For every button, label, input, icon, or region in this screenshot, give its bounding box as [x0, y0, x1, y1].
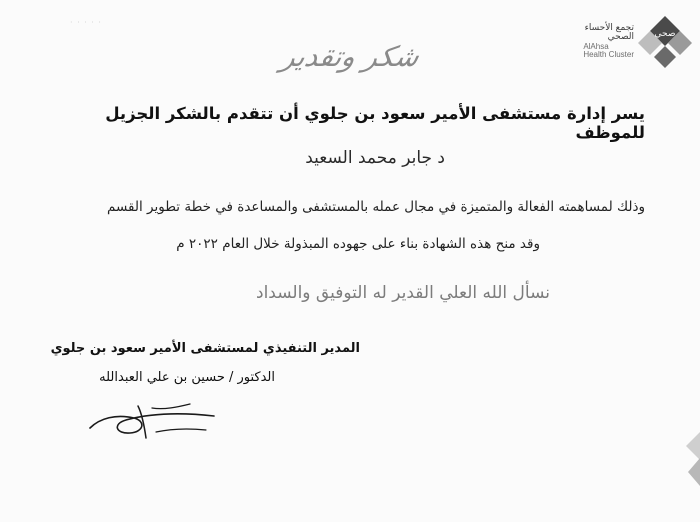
signatory-title: المدير التنفيذي لمستشفى الأمير سعود بن جلوي	[50, 341, 360, 356]
logo-arabic-line1: تجمع الأحساء	[584, 23, 634, 33]
logo-arabic-line2: الصحي	[607, 32, 634, 43]
recipient-name: د جابر محمد السعيد	[305, 148, 445, 168]
corner-logo-fragment	[678, 428, 700, 488]
intro-text: يسر إدارة مستشفى الأمير سعود بن جلوي أن تتقدم بالشكر الجزيل للموظف	[105, 104, 645, 142]
closing-wish: نسأل الله العلي القدير له التوفيق والسداد	[256, 283, 550, 303]
award-reason-text: وقد منح هذه الشهادة بناء على جهوده المبذولة خلال العام ٢٠٢٢ م	[176, 236, 540, 252]
logo-english-line2: Health Cluster	[583, 50, 634, 60]
logo-english-line1: AlAhsa	[583, 41, 609, 51]
watermark: · · · · ·	[70, 18, 102, 27]
certificate-heading	[0, 40, 700, 73]
handwritten-signature	[86, 398, 220, 440]
contribution-text: وذلك لمساهمته الفعالة والمتميزة في مجال عمله بالمستشفى والمساعدة في خطة تطوير القسم	[107, 199, 645, 215]
svg-text:صحي: صحي	[654, 29, 676, 39]
heading-text: شكر وتقدير	[278, 40, 422, 73]
signatory-name: الدكتور / حسين بن علي العبدالله	[99, 370, 275, 385]
